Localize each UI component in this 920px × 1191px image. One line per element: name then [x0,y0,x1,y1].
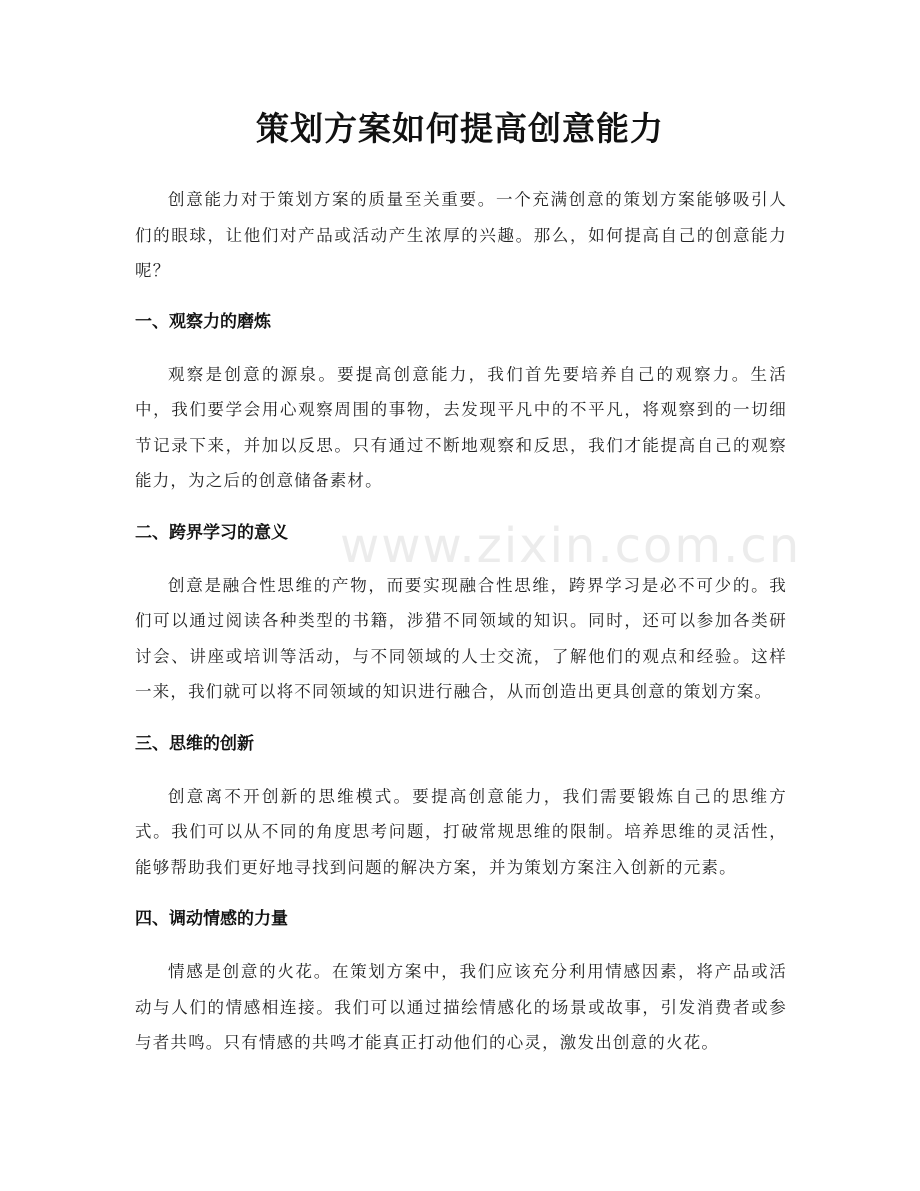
intro-paragraph: 创意能力对于策划方案的质量至关重要。一个充满创意的策划方案能够吸引人们的眼球，让他们对产品或活动产生浓厚的兴趣。那么，如何提高自己的创意能力呢？ [135,190,787,280]
section-heading-crossover: 二、跨界学习的意义 [135,522,288,543]
section-heading-emotion: 四、调动情感的力量 [135,909,288,929]
section-body-emotion: 情感是创意的火花。在策划方案中，我们应该充分利用情感因素，将产品或活动与人们的情感相连接。我们可以通过描绘情感化的场景或故事，引发消费者或参与者共鸣。只有情感的共鸣才能真正打动他们的心灵，激发出创意的火花。 [135,962,787,1052]
section-body-crossover: 创意是融合性思维的产物，而要实现融合性思维，跨界学习是必不可少的。我们可以通过阅读各种类型的书籍，涉猎不同领域的知识。同时，还可以参加各类研讨会、讲座或培训等活动，与不同领域的人士交流，了解他们的观点和经验。这样一来，我们就可以将不同领域的知识进行融合，从而创造出更具创意的策划方案。 [135,575,787,701]
section-body-observation: 观察是创意的源泉。要提高创意能力，我们首先要培养自己的观察力。生活中，我们要学会用心观察周围的事物，去发现平凡中的不平凡，将观察到的一切细节记录下来，并加以反思。只有通过不断地观察和反思，我们才能提高自己的观察能力，为之后的创意储备素材。 [135,364,787,490]
section-body-thinking: 创意离不开创新的思维模式。要提高创意能力，我们需要锻炼自己的思维方式。我们可以从不同的角度思考问题，打破常规思维的限制。培养思维的灵活性，能够帮助我们更好地寻找到问题的解决方案，并为策划方案注入创新的元素。 [135,786,787,877]
document-title: 策划方案如何提高创意能力 [256,109,664,148]
section-heading-observation: 一、观察力的磨炼 [135,311,271,332]
section-heading-thinking: 三、思维的创新 [135,733,254,754]
watermark: www.zixin.com.cn [340,518,802,574]
document-body [135,182,787,1078]
